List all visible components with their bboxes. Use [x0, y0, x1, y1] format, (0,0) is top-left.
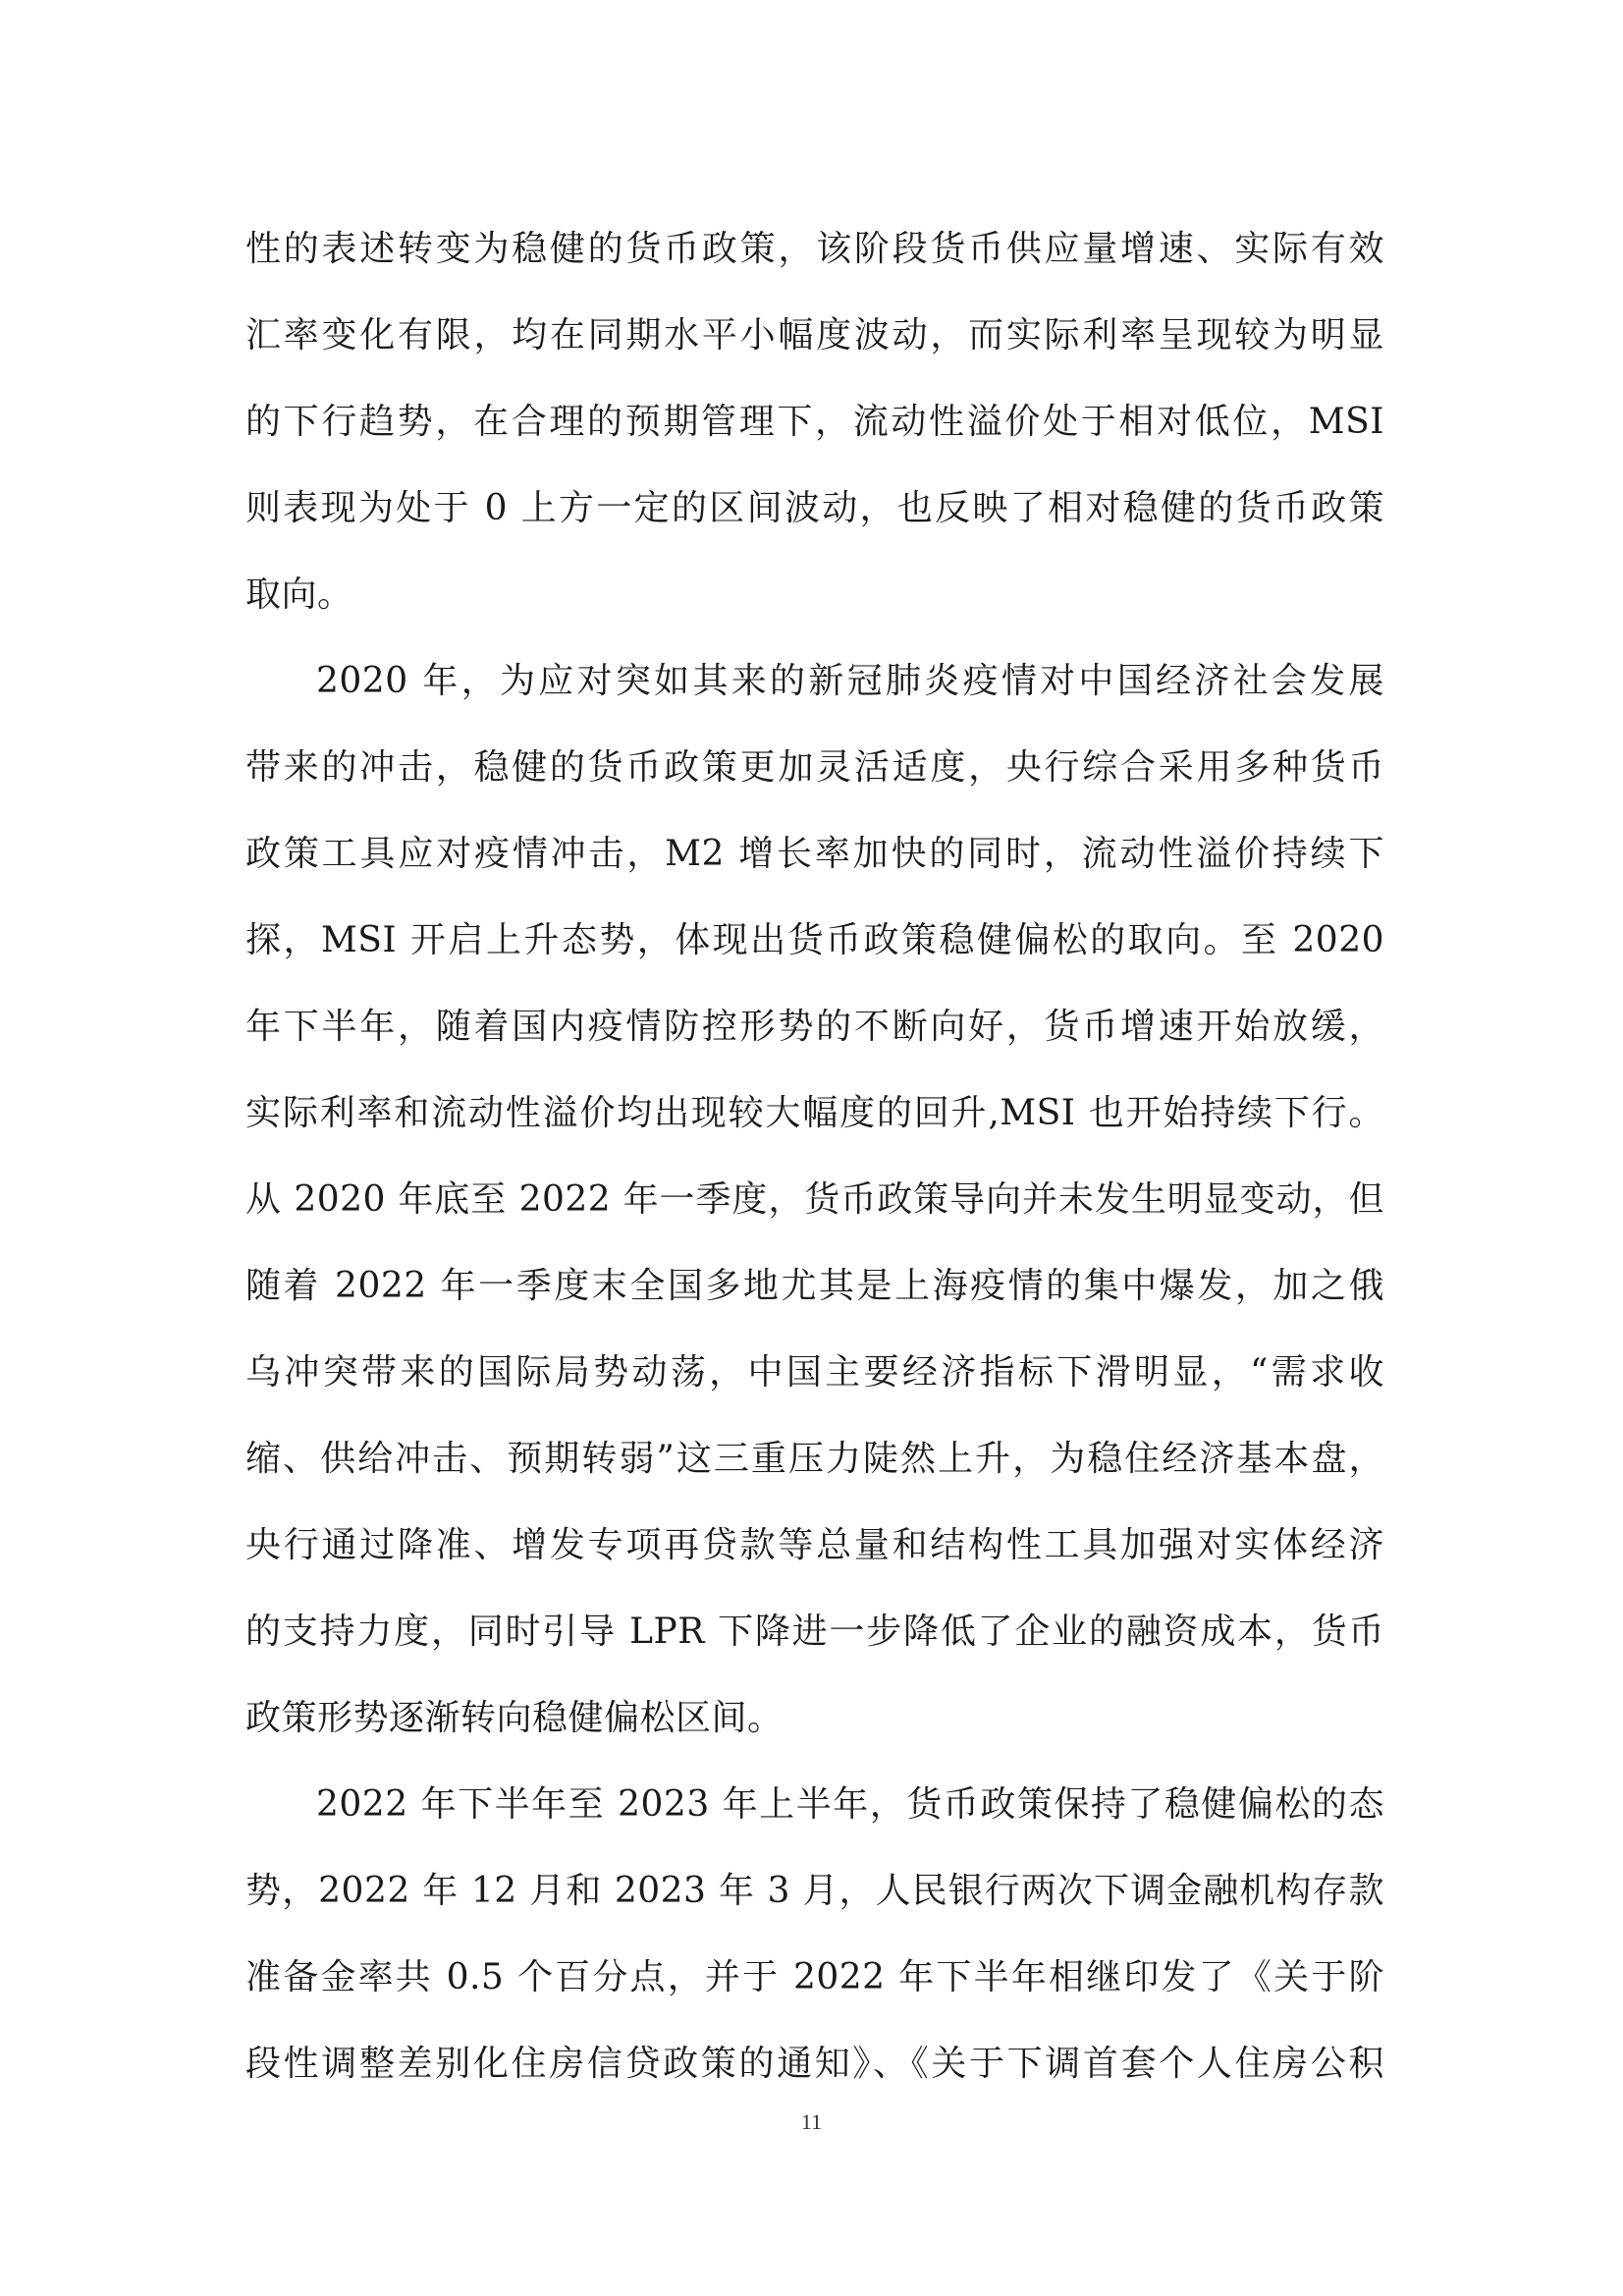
text-line: 取向。: [245, 574, 353, 615]
text-line: 政策工具应对疫情冲击，M2 增长率加快的同时，流动性溢价持续下: [245, 834, 1384, 874]
text-line: 探，MSI 开启上升态势，体现出货币政策稳健偏松的取向。至 2020: [245, 920, 1384, 960]
text-line: 段性调整差别化住房信贷政策的通知》、《关于下调首套个人住房公积: [245, 2044, 1384, 2084]
text-line: 势，2022 年 12 月和 2023 年 3 月，人民银行两次下调金融机构存款: [245, 1871, 1384, 1911]
text-line: 从 2020 年底至 2022 年一季度，货币政策导向并未发生明显变动，但: [245, 1179, 1384, 1220]
text-line: 年下半年，随着国内疫情防控形势的不断向好，货币增速开始放缓，: [245, 1007, 1384, 1047]
text-line: 的下行趋势，在合理的预期管理下，流动性溢价处于相对低位，MSI: [245, 402, 1384, 442]
text-line: 带来的冲击，稳健的货币政策更加灵活适度，央行综合采用多种货币: [245, 747, 1384, 788]
text-line: 2022 年下半年至 2023 年上半年，货币政策保持了稳健偏松的态: [316, 1784, 1384, 1825]
text-line: 政策形势逐渐转向稳健偏松区间。: [245, 1698, 784, 1738]
text-line: 实际利率和流动性溢价均出现较大幅度的回升,MSI 也开始持续下行。: [245, 1093, 1384, 1133]
text-line: 则表现为处于 0 上方一定的区间波动，也反映了相对稳健的货币政策: [245, 488, 1384, 528]
page-number: 11: [800, 2109, 823, 2134]
text-line: 准备金率共 0.5 个百分点，并于 2022 年下半年相继印发了《关于阶: [245, 1957, 1384, 1997]
text-line: 乌冲突带来的国际局势动荡，中国主要经济指标下滑明显，“需求收: [245, 1352, 1384, 1393]
text-line: 汇率变化有限，均在同期水平小幅度波动，而实际利率呈现较为明显: [245, 315, 1384, 355]
body-text: [245, 206, 1384, 2107]
text-line: 央行通过降准、增发专项再贷款等总量和结构性工具加强对实体经济: [245, 1525, 1384, 1565]
text-line: 缩、供给冲击、预期转弱”这三重压力陡然上升，为稳住经济基本盘，: [245, 1439, 1384, 1479]
text-line: 的支持力度，同时引导 LPR 下降进一步降低了企业的融资成本，货币: [245, 1612, 1384, 1652]
text-line: 随着 2022 年一季度末全国多地尤其是上海疫情的集中爆发，加之俄: [245, 1266, 1384, 1306]
text-line: 性的表述转变为稳健的货币政策，该阶段货币供应量增速、实际有效: [245, 229, 1384, 269]
text-line: 2020 年，为应对突如其来的新冠肺炎疫情对中国经济社会发展: [316, 661, 1384, 701]
